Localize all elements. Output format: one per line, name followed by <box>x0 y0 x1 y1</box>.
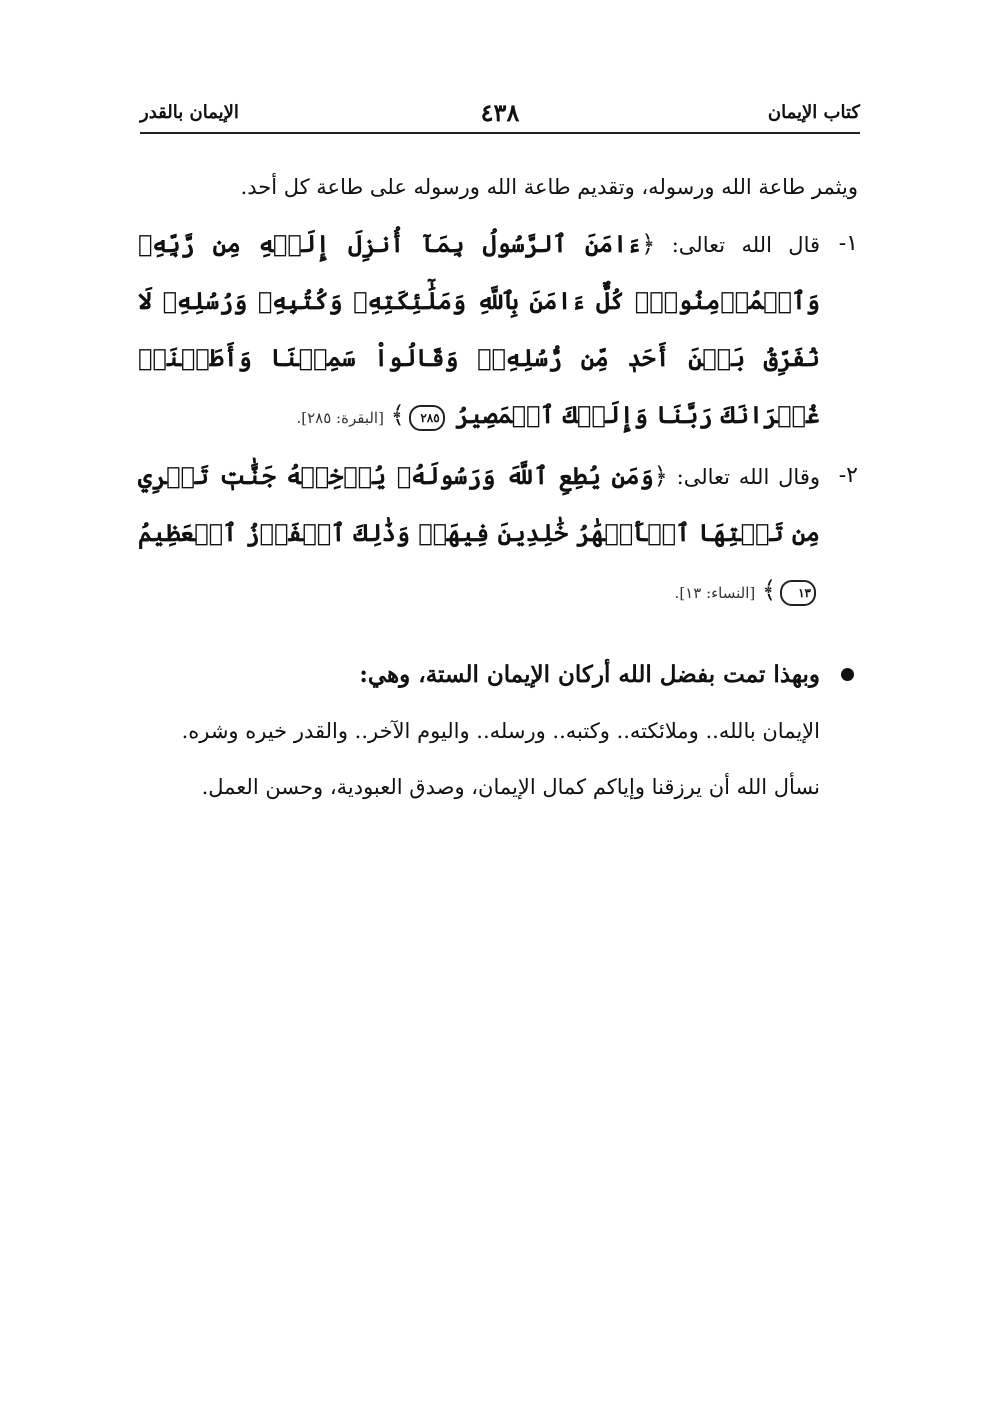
ayah-number-marker: ١٣ <box>780 580 816 606</box>
section-title: الإيمان بالقدر <box>140 102 239 123</box>
page-number: ٤٣٨ <box>480 98 520 127</box>
summary-heading-text: وبهذا تمت بفضل الله أركان الإيمان الستة، وهي: <box>359 661 820 688</box>
book-title: كتاب الإيمان <box>767 102 860 123</box>
page-body <box>138 160 858 815</box>
ornate-close-bracket: ﴾ <box>761 576 776 604</box>
evidence-item-1 <box>138 216 858 446</box>
summary-heading <box>138 647 858 703</box>
bullet-icon <box>841 668 854 681</box>
ayah-number-marker: ٢٨٥ <box>409 405 445 431</box>
pillars-list: الإيمان بالله.. وملائكته.. وكتبه.. ورسله.. واليوم الآخر.. والقدر خيره وشره. <box>181 719 820 743</box>
item-number: ١- <box>838 231 858 256</box>
item-lead: قال الله تعالى: <box>671 233 821 257</box>
item-number: ٢- <box>838 463 858 488</box>
item-lead: وقال الله تعالى: <box>676 465 820 489</box>
ornate-open-bracket: ﴿ <box>653 462 668 490</box>
verse-reference: [البقرة: ٢٨٥]. <box>296 409 384 427</box>
evidence-item-2 <box>138 448 858 621</box>
running-header <box>140 98 860 134</box>
ornate-open-bracket: ﴿ <box>641 230 656 258</box>
quran-verse: وَمَن يُطِعِ ٱللَّهَ وَرَسُولَهُۥ يُدۡخِلۡهُ جَنَّٰتٖ تَجۡرِي مِن تَحۡتِهَا ٱلۡأَنۡهَٰرُ خَٰلِدِينَ فِيهَاۚ وَذَٰلِكَ ٱلۡفَوۡزُ ٱلۡعَظِيمُ <box>138 461 820 547</box>
ornate-close-bracket: ﴾ <box>390 401 405 429</box>
quran-verse: ءَامَنَ ٱلرَّسُولُ بِمَآ أُنزِلَ إِلَيۡهِ مِن رَّبِّهِۦ وَٱلۡمُؤۡمِنُونَۚ كُلٌّ ءَامَنَ بِٱللَّهِ وَمَلَٰٓئِكَتِهِۦ وَكُتُبِهِۦ وَرُسُلِهِۦ لَا نُفَرِّقُ بَيۡنَ أَحَدٖ مِّن رُّسُلِهِۦۚ وَقَالُواْ سَمِعۡنَا وَأَطَعۡنَاۖ غُفۡرَانَكَ رَبَّنَا وَإِلَيۡكَ ٱلۡمَصِيرُ <box>138 229 820 429</box>
closing-prayer: نسأل الله أن يرزقنا وإياكم كمال الإيمان، وصدق العبودية، وحسن العمل. <box>201 775 820 799</box>
verse-reference: [النساء: ١٣]. <box>674 584 756 602</box>
intro-paragraph: ويثمر طاعة الله ورسوله، وتقديم طاعة الله ورسوله على طاعة كل أحد. <box>240 175 858 199</box>
